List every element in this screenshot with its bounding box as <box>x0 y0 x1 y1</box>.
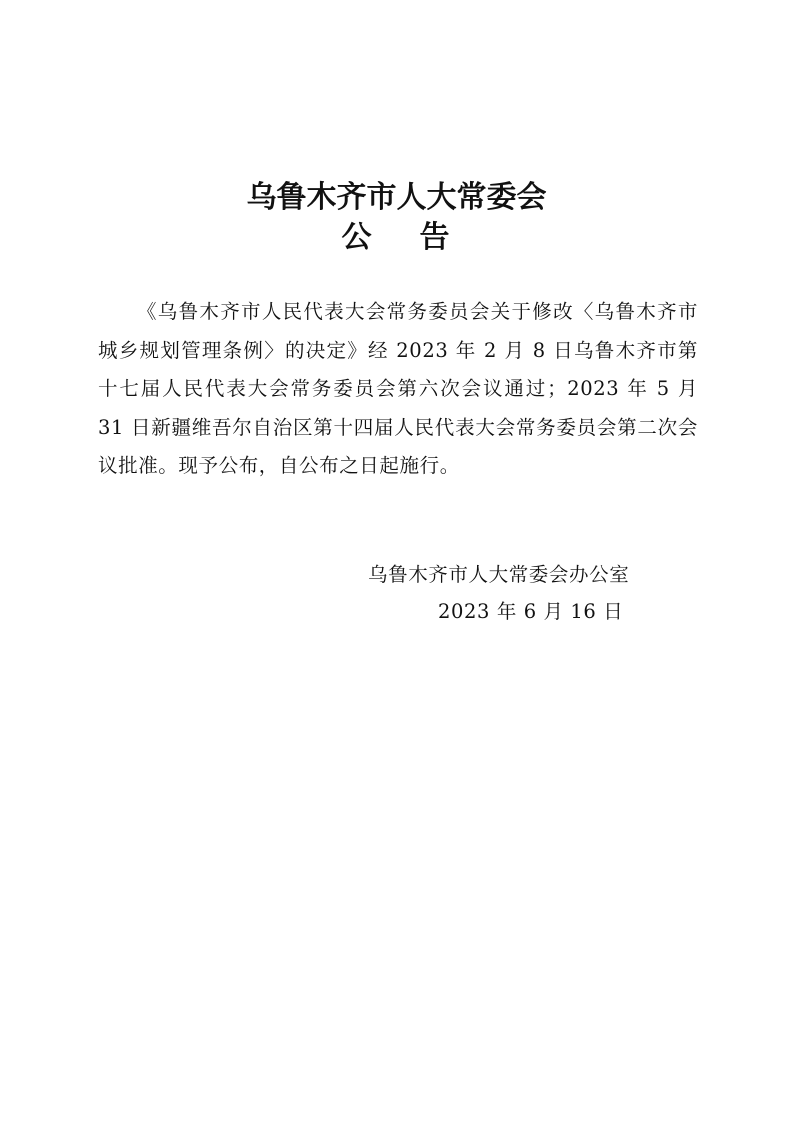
announcement-body: 《乌鲁木齐市人民代表大会常务委员会关于修改〈乌鲁木齐市城乡规划管理条例〉的决定》经 2023 年 2 月 8 日乌鲁木齐市第十七届人民代表大会常务委员会第六次会议通过；2023 年 5 月 31 日新疆维吾尔自治区第十四届人民代表大会常务委员会第二次会议批准。现予公布，自公布之日起施行。 <box>98 300 698 477</box>
signature-organization: 乌鲁木齐市人大常委会办公室 <box>368 563 630 586</box>
document-title: 乌鲁木齐市人大常委会 <box>246 180 547 215</box>
subtitle-char-2: 告 <box>419 220 452 255</box>
signature-date: 2023 年 6 月 16 日 <box>438 600 624 623</box>
subtitle-char-1: 公 <box>341 220 374 255</box>
document-subtitle <box>0 220 793 256</box>
